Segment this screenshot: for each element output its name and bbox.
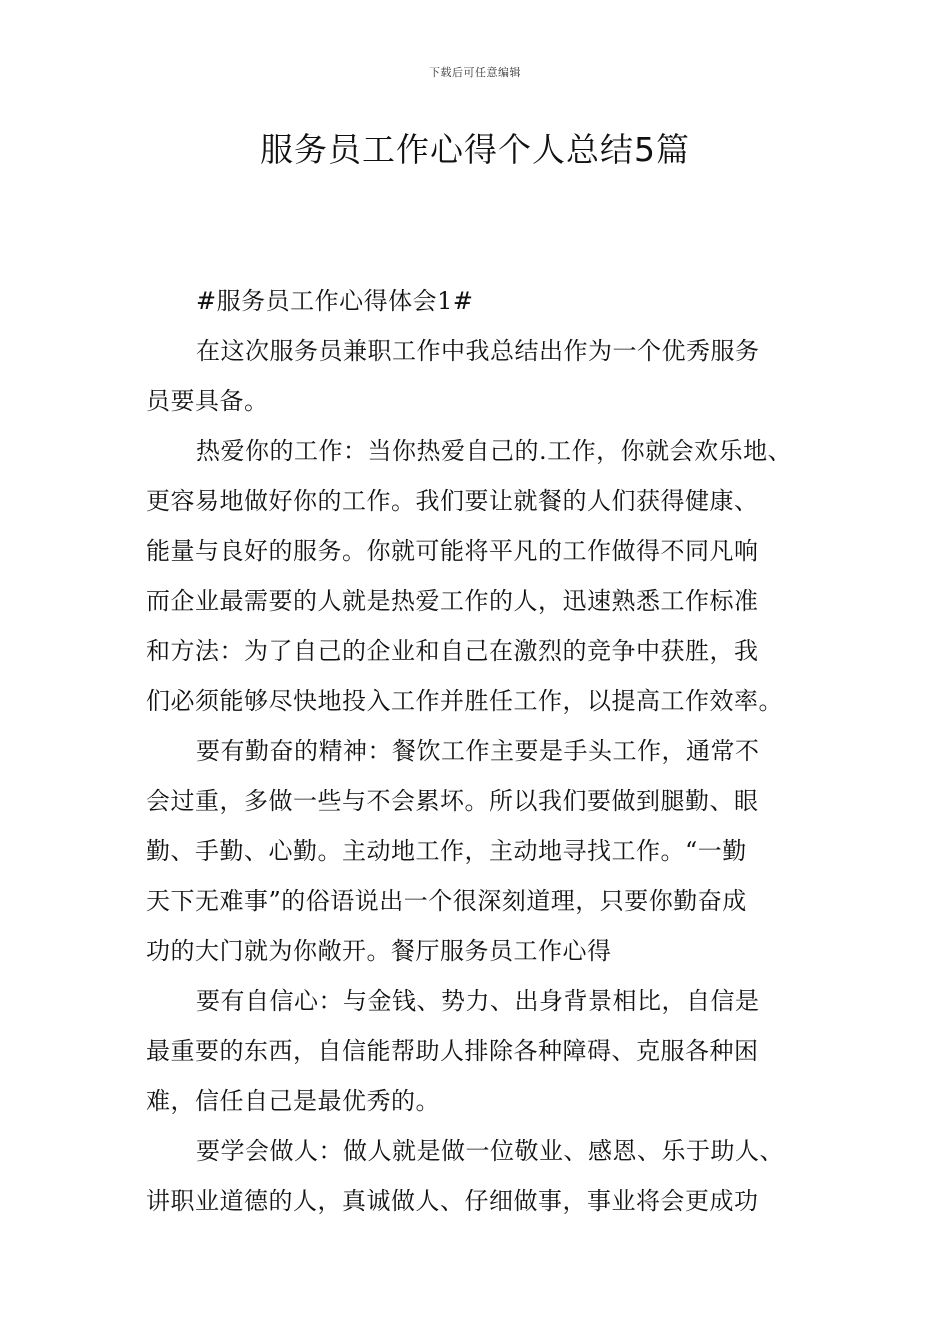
- paragraph-love-work: 热爱你的工作：当你热爱自己的.工作，你就会欢乐地、 更容易地做好你的工作。我们要让就餐的人们获得健康、 能量与良好的服务。你就可能将平凡的工作做得不同凡响 而企业最需要的人就是热爱工作的人，迅速熟悉工作标准 和方法：为了自己的企业和自己在激烈的竞争中获胜，我 们必须能够尽快地投入工作并胜任工作，以提高工作效率。: [146, 437, 793, 715]
- section-heading: #服务员工作心得体会1#: [196, 287, 474, 315]
- document-title: 服务员工作心得个人总结5篇: [260, 130, 690, 169]
- paragraph-be-a-person: 要学会做人：做人就是做一位敬业、感恩、乐于助人、 讲职业道德的人，真诚做人、仔细做事，事业将会更成功: [146, 1137, 784, 1215]
- paragraph-confidence: 要有自信心：与金钱、势力、出身背景相比，自信是 最重要的东西，自信能帮助人排除各种障碍、克服各种困 难，信任自己是最优秀的。: [146, 987, 760, 1115]
- paragraph-intro: 在这次服务员兼职工作中我总结出作为一个优秀服务 员要具备。: [146, 337, 760, 415]
- document-body: [146, 276, 826, 1226]
- paragraph-diligence: 要有勤奋的精神：餐饮工作主要是手头工作，通常不 会过重，多做一些与不会累坏。所以我们要做到腿勤、眼 勤、手勤、心勤。主动地工作，主动地寻找工作。“一勤 天下无难事”的俗语说出一个很深刻道理，只要你勤奋成 功的大门就为你敞开。餐厅服务员工作心得: [146, 737, 760, 965]
- header-note: 下载后可任意编辑: [429, 66, 521, 79]
